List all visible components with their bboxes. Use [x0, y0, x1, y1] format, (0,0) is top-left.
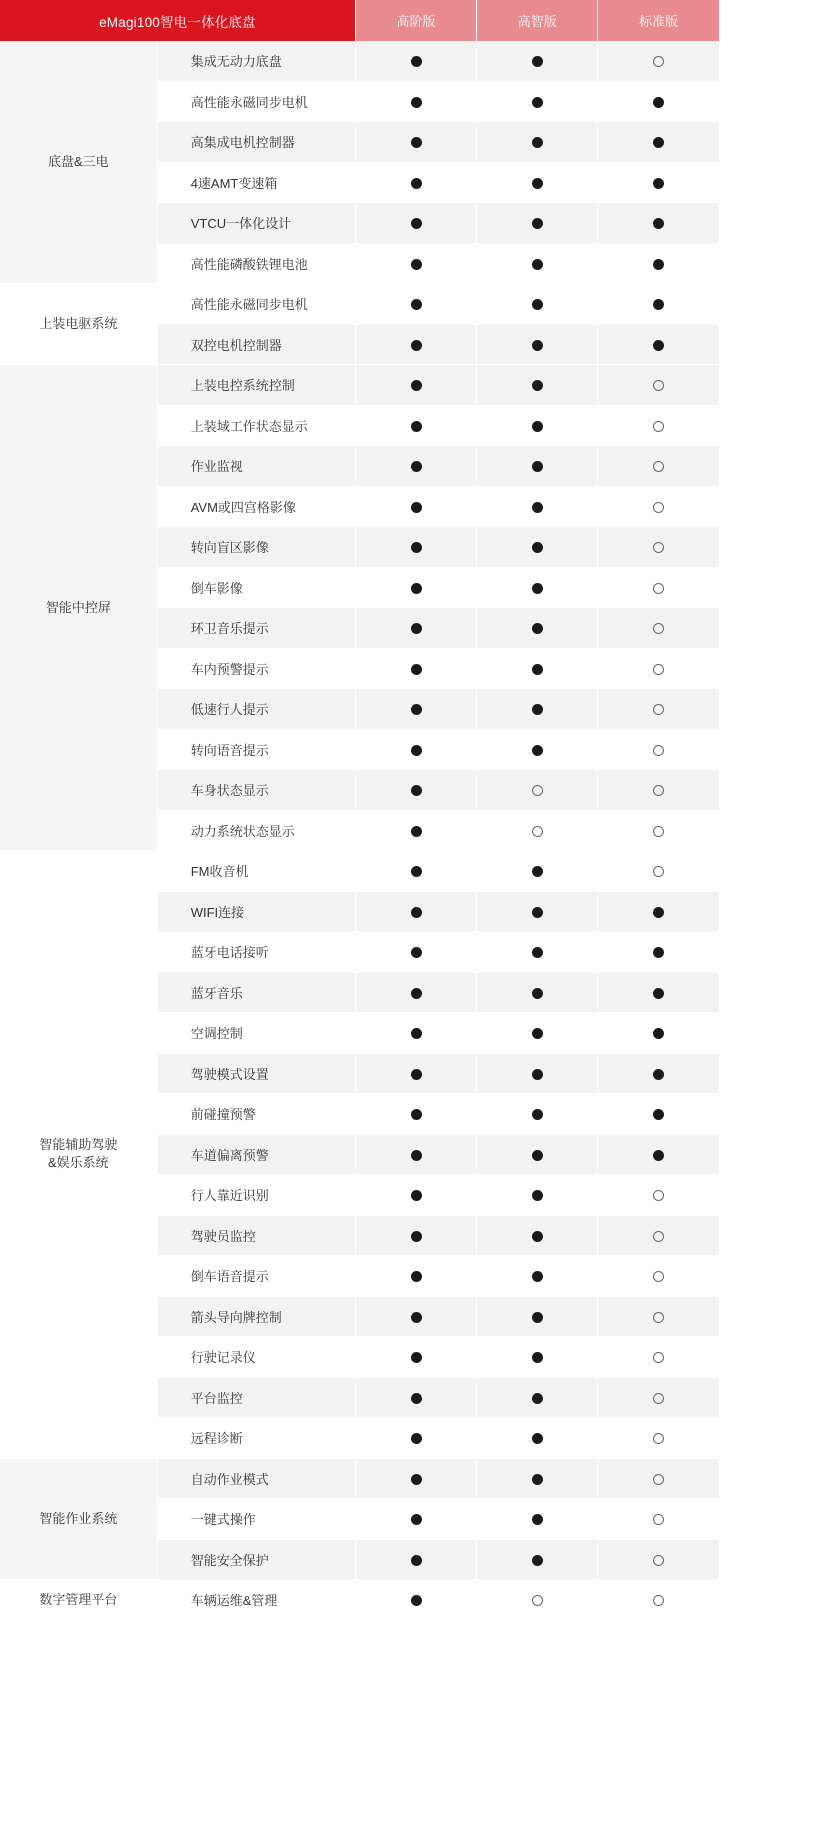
standard-mark-icon [355, 1580, 476, 1621]
group-label: 上装电驱系统 [0, 284, 157, 365]
feature-label: 上装电控系统控制 [157, 365, 355, 406]
optional-mark-icon [598, 810, 719, 851]
optional-mark-icon [477, 1580, 598, 1621]
standard-mark-icon [355, 1458, 476, 1499]
hollow-circle-icon [653, 461, 664, 472]
filled-circle-icon [411, 1352, 422, 1363]
feature-label: 上装域工作状态显示 [157, 405, 355, 446]
filled-circle-icon [411, 218, 422, 229]
standard-mark-icon [477, 608, 598, 649]
feature-label: 转向语音提示 [157, 729, 355, 770]
filled-circle-icon [653, 97, 664, 108]
optional-mark-icon [598, 1458, 719, 1499]
optional-mark-icon [598, 1499, 719, 1540]
filled-circle-icon [532, 1109, 543, 1120]
filled-circle-icon [411, 542, 422, 553]
feature-label: 车辆运维&管理 [157, 1580, 355, 1621]
standard-mark-icon [477, 1539, 598, 1580]
feature-label: 平台监控 [157, 1377, 355, 1418]
filled-circle-icon [532, 704, 543, 715]
optional-mark-icon [598, 1580, 719, 1621]
standard-mark-icon [598, 243, 719, 284]
filled-circle-icon [653, 178, 664, 189]
filled-circle-icon [411, 502, 422, 513]
standard-mark-icon [355, 527, 476, 568]
feature-label: 高性能永磁同步电机 [157, 284, 355, 325]
standard-mark-icon [355, 1094, 476, 1135]
filled-circle-icon [411, 1474, 422, 1485]
feature-label: 远程诊断 [157, 1418, 355, 1459]
optional-mark-icon [598, 527, 719, 568]
filled-circle-icon [411, 745, 422, 756]
group-label: 底盘&三电 [0, 41, 157, 284]
optional-mark-icon [598, 608, 719, 649]
standard-mark-icon [477, 932, 598, 973]
standard-mark-icon [355, 689, 476, 730]
standard-mark-icon [598, 203, 719, 244]
standard-mark-icon [477, 729, 598, 770]
filled-circle-icon [532, 1474, 543, 1485]
feature-label: FM收音机 [157, 851, 355, 892]
feature-label: 双控电机控制器 [157, 324, 355, 365]
hollow-circle-icon [653, 1271, 664, 1282]
filled-circle-icon [411, 1069, 422, 1080]
standard-mark-icon [355, 1215, 476, 1256]
standard-mark-icon [355, 122, 476, 163]
table-body [0, 41, 719, 1620]
standard-mark-icon [355, 648, 476, 689]
filled-circle-icon [532, 340, 543, 351]
standard-mark-icon [355, 203, 476, 244]
standard-mark-icon [355, 1053, 476, 1094]
filled-circle-icon [653, 988, 664, 999]
feature-label: 动力系统状态显示 [157, 810, 355, 851]
feature-label: 车内预警提示 [157, 648, 355, 689]
filled-circle-icon [411, 97, 422, 108]
filled-circle-icon [411, 1150, 422, 1161]
feature-label: VTCU一体化设计 [157, 203, 355, 244]
feature-label: 蓝牙电话接听 [157, 932, 355, 973]
optional-mark-icon [598, 648, 719, 689]
group-label: 数字管理平台 [0, 1580, 157, 1621]
standard-mark-icon [598, 1134, 719, 1175]
standard-mark-icon [355, 405, 476, 446]
feature-label: 自动作业模式 [157, 1458, 355, 1499]
standard-mark-icon [477, 122, 598, 163]
standard-mark-icon [355, 324, 476, 365]
optional-mark-icon [598, 1256, 719, 1297]
filled-circle-icon [411, 1028, 422, 1039]
hollow-circle-icon [653, 704, 664, 715]
optional-mark-icon [598, 1418, 719, 1459]
column-header-trim-1: 高智版 [477, 0, 598, 41]
filled-circle-icon [532, 178, 543, 189]
feature-label: 行人靠近识别 [157, 1175, 355, 1216]
filled-circle-icon [532, 1069, 543, 1080]
table-row [0, 284, 719, 325]
hollow-circle-icon [532, 826, 543, 837]
standard-mark-icon [355, 1539, 476, 1580]
filled-circle-icon [532, 461, 543, 472]
standard-mark-icon [477, 891, 598, 932]
standard-mark-icon [355, 729, 476, 770]
standard-mark-icon [355, 972, 476, 1013]
feature-label: 箭头导向牌控制 [157, 1296, 355, 1337]
standard-mark-icon [355, 1134, 476, 1175]
standard-mark-icon [598, 891, 719, 932]
filled-circle-icon [653, 947, 664, 958]
standard-mark-icon [355, 365, 476, 406]
filled-circle-icon [411, 785, 422, 796]
standard-mark-icon [598, 324, 719, 365]
standard-mark-icon [477, 1337, 598, 1378]
filled-circle-icon [532, 1190, 543, 1201]
column-header-trim-0: 高阶版 [355, 0, 476, 41]
filled-circle-icon [411, 947, 422, 958]
filled-circle-icon [653, 1150, 664, 1161]
optional-mark-icon [598, 729, 719, 770]
filled-circle-icon [532, 380, 543, 391]
group-label: 智能中控屏 [0, 365, 157, 851]
hollow-circle-icon [653, 1312, 664, 1323]
filled-circle-icon [532, 1393, 543, 1404]
standard-mark-icon [477, 1499, 598, 1540]
standard-mark-icon [355, 1418, 476, 1459]
filled-circle-icon [411, 623, 422, 634]
hollow-circle-icon [653, 664, 664, 675]
table-row [0, 1458, 719, 1499]
filled-circle-icon [532, 1514, 543, 1525]
hollow-circle-icon [653, 1514, 664, 1525]
filled-circle-icon [653, 299, 664, 310]
standard-mark-icon [477, 41, 598, 81]
filled-circle-icon [411, 340, 422, 351]
filled-circle-icon [411, 1109, 422, 1120]
standard-mark-icon [355, 770, 476, 811]
hollow-circle-icon [653, 866, 664, 877]
feature-label: 前碰撞预警 [157, 1094, 355, 1135]
header-row [0, 0, 719, 41]
filled-circle-icon [653, 137, 664, 148]
filled-circle-icon [532, 1028, 543, 1039]
hollow-circle-icon [653, 623, 664, 634]
feature-label: 转向盲区影像 [157, 527, 355, 568]
standard-mark-icon [477, 243, 598, 284]
filled-circle-icon [411, 299, 422, 310]
filled-circle-icon [653, 1069, 664, 1080]
hollow-circle-icon [532, 1595, 543, 1606]
filled-circle-icon [532, 907, 543, 918]
hollow-circle-icon [532, 785, 543, 796]
standard-mark-icon [355, 810, 476, 851]
optional-mark-icon [598, 365, 719, 406]
feature-label: 驾驶模式设置 [157, 1053, 355, 1094]
feature-label: 低速行人提示 [157, 689, 355, 730]
optional-mark-icon [598, 851, 719, 892]
filled-circle-icon [411, 178, 422, 189]
hollow-circle-icon [653, 1555, 664, 1566]
optional-mark-icon [598, 486, 719, 527]
standard-mark-icon [477, 567, 598, 608]
hollow-circle-icon [653, 826, 664, 837]
standard-mark-icon [477, 1256, 598, 1297]
standard-mark-icon [355, 1337, 476, 1378]
filled-circle-icon [532, 664, 543, 675]
hollow-circle-icon [653, 785, 664, 796]
standard-mark-icon [355, 81, 476, 122]
optional-mark-icon [598, 1175, 719, 1216]
standard-mark-icon [477, 972, 598, 1013]
feature-label: 集成无动力底盘 [157, 41, 355, 81]
hollow-circle-icon [653, 1231, 664, 1242]
hollow-circle-icon [653, 745, 664, 756]
filled-circle-icon [411, 1555, 422, 1566]
optional-mark-icon [598, 1337, 719, 1378]
filled-circle-icon [532, 1231, 543, 1242]
filled-circle-icon [532, 583, 543, 594]
filled-circle-icon [532, 1433, 543, 1444]
filled-circle-icon [411, 907, 422, 918]
standard-mark-icon [355, 851, 476, 892]
feature-label: 4速AMT变速箱 [157, 162, 355, 203]
filled-circle-icon [532, 137, 543, 148]
standard-mark-icon [355, 891, 476, 932]
feature-label: AVM或四宫格影像 [157, 486, 355, 527]
filled-circle-icon [532, 502, 543, 513]
standard-mark-icon [598, 284, 719, 325]
hollow-circle-icon [653, 1433, 664, 1444]
feature-label: 倒车语音提示 [157, 1256, 355, 1297]
optional-mark-icon [598, 567, 719, 608]
feature-label: 驾驶员监控 [157, 1215, 355, 1256]
hollow-circle-icon [653, 502, 664, 513]
filled-circle-icon [532, 866, 543, 877]
standard-mark-icon [477, 648, 598, 689]
optional-mark-icon [598, 41, 719, 81]
standard-mark-icon [355, 486, 476, 527]
hollow-circle-icon [653, 56, 664, 67]
filled-circle-icon [411, 583, 422, 594]
filled-circle-icon [532, 299, 543, 310]
filled-circle-icon [411, 1514, 422, 1525]
feature-label: 车身状态显示 [157, 770, 355, 811]
feature-label: 车道偏离预警 [157, 1134, 355, 1175]
standard-mark-icon [477, 1215, 598, 1256]
standard-mark-icon [477, 324, 598, 365]
standard-mark-icon [477, 851, 598, 892]
table-title: eMagi100智电一体化底盘 [0, 0, 355, 41]
optional-mark-icon [598, 1296, 719, 1337]
filled-circle-icon [411, 461, 422, 472]
filled-circle-icon [411, 380, 422, 391]
feature-label: 环卫音乐提示 [157, 608, 355, 649]
hollow-circle-icon [653, 1474, 664, 1485]
filled-circle-icon [411, 1433, 422, 1444]
standard-mark-icon [598, 972, 719, 1013]
standard-mark-icon [477, 1458, 598, 1499]
standard-mark-icon [477, 405, 598, 446]
filled-circle-icon [532, 218, 543, 229]
feature-label: 智能安全保护 [157, 1539, 355, 1580]
feature-label: 高集成电机控制器 [157, 122, 355, 163]
standard-mark-icon [477, 1094, 598, 1135]
standard-mark-icon [477, 689, 598, 730]
table-header [0, 0, 719, 41]
standard-mark-icon [477, 486, 598, 527]
filled-circle-icon [532, 1352, 543, 1363]
filled-circle-icon [411, 1271, 422, 1282]
feature-label: 高性能永磁同步电机 [157, 81, 355, 122]
optional-mark-icon [477, 810, 598, 851]
hollow-circle-icon [653, 1190, 664, 1201]
filled-circle-icon [411, 1393, 422, 1404]
filled-circle-icon [532, 1271, 543, 1282]
filled-circle-icon [411, 1312, 422, 1323]
optional-mark-icon [598, 1377, 719, 1418]
standard-mark-icon [477, 81, 598, 122]
standard-mark-icon [477, 365, 598, 406]
optional-mark-icon [598, 1215, 719, 1256]
standard-mark-icon [355, 1296, 476, 1337]
standard-mark-icon [355, 1377, 476, 1418]
optional-mark-icon [598, 405, 719, 446]
standard-mark-icon [477, 1134, 598, 1175]
standard-mark-icon [477, 203, 598, 244]
standard-mark-icon [355, 284, 476, 325]
filled-circle-icon [532, 988, 543, 999]
standard-mark-icon [598, 81, 719, 122]
filled-circle-icon [653, 259, 664, 270]
feature-label: 行驶记录仪 [157, 1337, 355, 1378]
group-label: 智能辅助驾驶 &娱乐系统 [0, 851, 157, 1459]
filled-circle-icon [532, 947, 543, 958]
feature-label: 高性能磷酸铁锂电池 [157, 243, 355, 284]
hollow-circle-icon [653, 1352, 664, 1363]
standard-mark-icon [477, 446, 598, 487]
table-row [0, 1580, 719, 1621]
filled-circle-icon [532, 623, 543, 634]
standard-mark-icon [477, 162, 598, 203]
filled-circle-icon [411, 826, 422, 837]
group-label: 智能作业系统 [0, 1458, 157, 1580]
filled-circle-icon [411, 866, 422, 877]
filled-circle-icon [532, 56, 543, 67]
standard-mark-icon [477, 527, 598, 568]
standard-mark-icon [355, 932, 476, 973]
filled-circle-icon [532, 542, 543, 553]
optional-mark-icon [598, 689, 719, 730]
feature-label: 一键式操作 [157, 1499, 355, 1540]
standard-mark-icon [355, 446, 476, 487]
standard-mark-icon [477, 284, 598, 325]
filled-circle-icon [653, 340, 664, 351]
hollow-circle-icon [653, 421, 664, 432]
standard-mark-icon [355, 1499, 476, 1540]
hollow-circle-icon [653, 583, 664, 594]
optional-mark-icon [598, 770, 719, 811]
standard-mark-icon [355, 1175, 476, 1216]
feature-label: 作业监视 [157, 446, 355, 487]
filled-circle-icon [532, 1150, 543, 1161]
filled-circle-icon [411, 421, 422, 432]
standard-mark-icon [477, 1053, 598, 1094]
filled-circle-icon [411, 56, 422, 67]
feature-label: 倒车影像 [157, 567, 355, 608]
standard-mark-icon [477, 1418, 598, 1459]
standard-mark-icon [355, 41, 476, 81]
filled-circle-icon [411, 259, 422, 270]
optional-mark-icon [598, 1539, 719, 1580]
standard-mark-icon [355, 162, 476, 203]
filled-circle-icon [532, 1312, 543, 1323]
filled-circle-icon [411, 1190, 422, 1201]
standard-mark-icon [598, 1053, 719, 1094]
feature-label: 蓝牙音乐 [157, 972, 355, 1013]
table-row [0, 41, 719, 81]
hollow-circle-icon [653, 380, 664, 391]
standard-mark-icon [477, 1377, 598, 1418]
feature-label: WIFI连接 [157, 891, 355, 932]
standard-mark-icon [598, 162, 719, 203]
standard-mark-icon [355, 243, 476, 284]
filled-circle-icon [411, 704, 422, 715]
standard-mark-icon [477, 1296, 598, 1337]
standard-mark-icon [598, 932, 719, 973]
filled-circle-icon [411, 1595, 422, 1606]
hollow-circle-icon [653, 542, 664, 553]
hollow-circle-icon [653, 1595, 664, 1606]
filled-circle-icon [411, 664, 422, 675]
standard-mark-icon [355, 1256, 476, 1297]
column-header-trim-2: 标准版 [598, 0, 719, 41]
standard-mark-icon [355, 1013, 476, 1054]
filled-circle-icon [532, 259, 543, 270]
standard-mark-icon [598, 1013, 719, 1054]
filled-circle-icon [653, 907, 664, 918]
optional-mark-icon [477, 770, 598, 811]
standard-mark-icon [598, 122, 719, 163]
filled-circle-icon [532, 1555, 543, 1566]
feature-label: 空调控制 [157, 1013, 355, 1054]
filled-circle-icon [653, 218, 664, 229]
hollow-circle-icon [653, 1393, 664, 1404]
filled-circle-icon [653, 1028, 664, 1039]
filled-circle-icon [653, 1109, 664, 1120]
standard-mark-icon [477, 1013, 598, 1054]
optional-mark-icon [598, 446, 719, 487]
table-row [0, 851, 719, 892]
standard-mark-icon [355, 567, 476, 608]
filled-circle-icon [411, 988, 422, 999]
filled-circle-icon [532, 97, 543, 108]
filled-circle-icon [411, 1231, 422, 1242]
filled-circle-icon [532, 745, 543, 756]
standard-mark-icon [598, 1094, 719, 1135]
filled-circle-icon [532, 421, 543, 432]
standard-mark-icon [477, 1175, 598, 1216]
standard-mark-icon [355, 608, 476, 649]
table-row [0, 365, 719, 406]
filled-circle-icon [411, 137, 422, 148]
